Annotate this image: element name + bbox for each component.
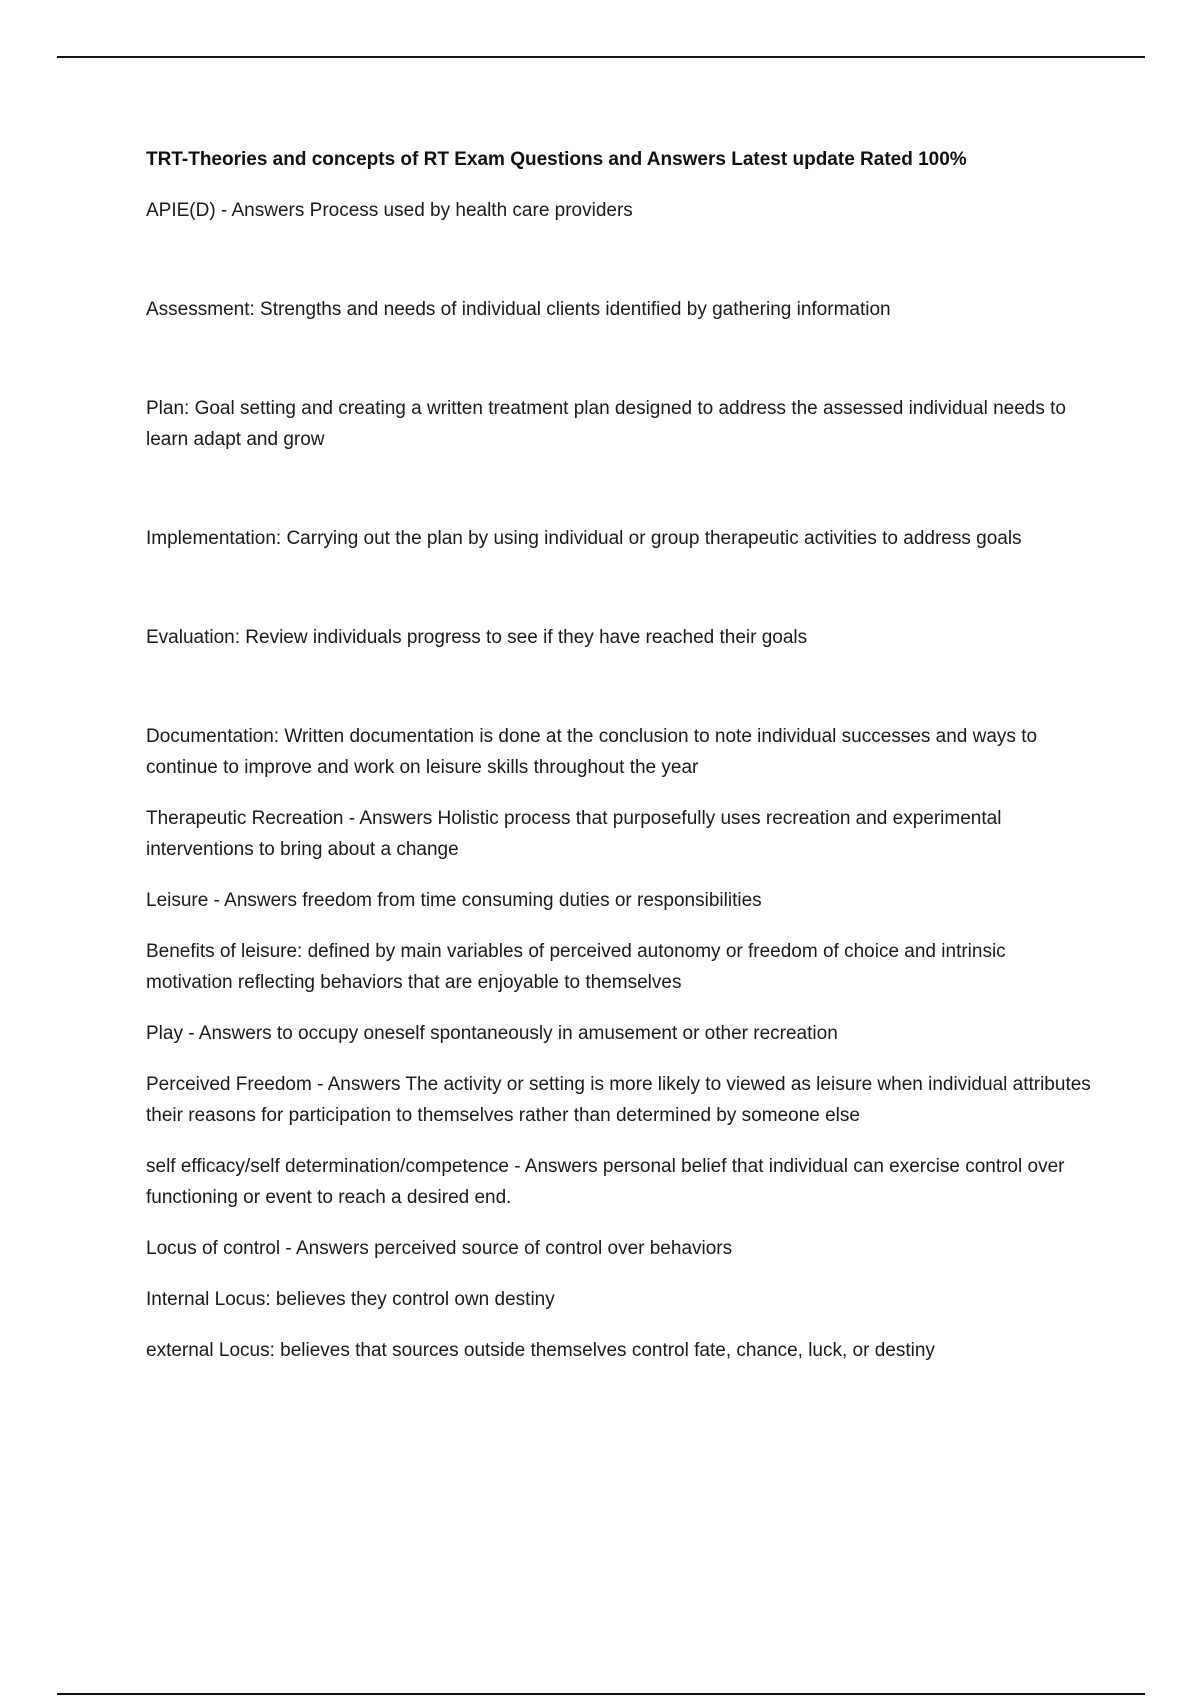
header-rule (57, 56, 1145, 58)
answer-paragraph: Leisure - Answers freedom from time consuming duties or responsibilities (146, 890, 762, 911)
answer-paragraph: Implementation: Carrying out the plan by using individual or group therapeutic activities to address goals (146, 528, 1022, 549)
answer-paragraph: Assessment: Strengths and needs of individual clients identified by gathering information (146, 299, 891, 320)
answer-paragraph: Play - Answers to occupy oneself spontaneously in amusement or other recreation (146, 1023, 838, 1044)
document-title: TRT-Theories and concepts of RT Exam Questions and Answers Latest update Rated 100% (146, 149, 967, 170)
answer-paragraph: Evaluation: Review individuals progress to see if they have reached their goals (146, 627, 808, 648)
answer-paragraph: Therapeutic Recreation - Answers Holistic process that purposefully uses recreation and experimental interventions to bring about a change (146, 808, 1002, 860)
answer-paragraph: Locus of control - Answers perceived source of control over behaviors (146, 1238, 733, 1259)
document-body (146, 145, 1096, 1386)
answer-paragraph: Documentation: Written documentation is done at the conclusion to note individual successes and ways to continue to improve and work on leisure skills throughout the year (146, 726, 1038, 778)
answer-paragraph: Benefits of leisure: defined by main variables of perceived autonomy or freedom of choice and intrinsic motivation reflecting behaviors that are enjoyable to themselves (146, 941, 1006, 993)
answer-paragraph: self efficacy/self determination/competence - Answers personal belief that individual can exercise control over functioning or event to reach a desired end. (146, 1156, 1065, 1208)
answer-paragraph: Perceived Freedom - Answers The activity or setting is more likely to viewed as leisure when individual attributes their reasons for participation to themselves rather than determined by someone else (146, 1074, 1091, 1126)
footer-rule (57, 1693, 1145, 1695)
answer-paragraph: APIE(D) - Answers Process used by health care providers (146, 200, 633, 221)
answer-paragraph: Plan: Goal setting and creating a written treatment plan designed to address the assessed individual needs to learn adapt and grow (146, 398, 1066, 450)
answer-paragraph: Internal Locus: believes they control own destiny (146, 1289, 555, 1310)
answer-paragraph: external Locus: believes that sources outside themselves control fate, chance, luck, or destiny (146, 1340, 935, 1361)
